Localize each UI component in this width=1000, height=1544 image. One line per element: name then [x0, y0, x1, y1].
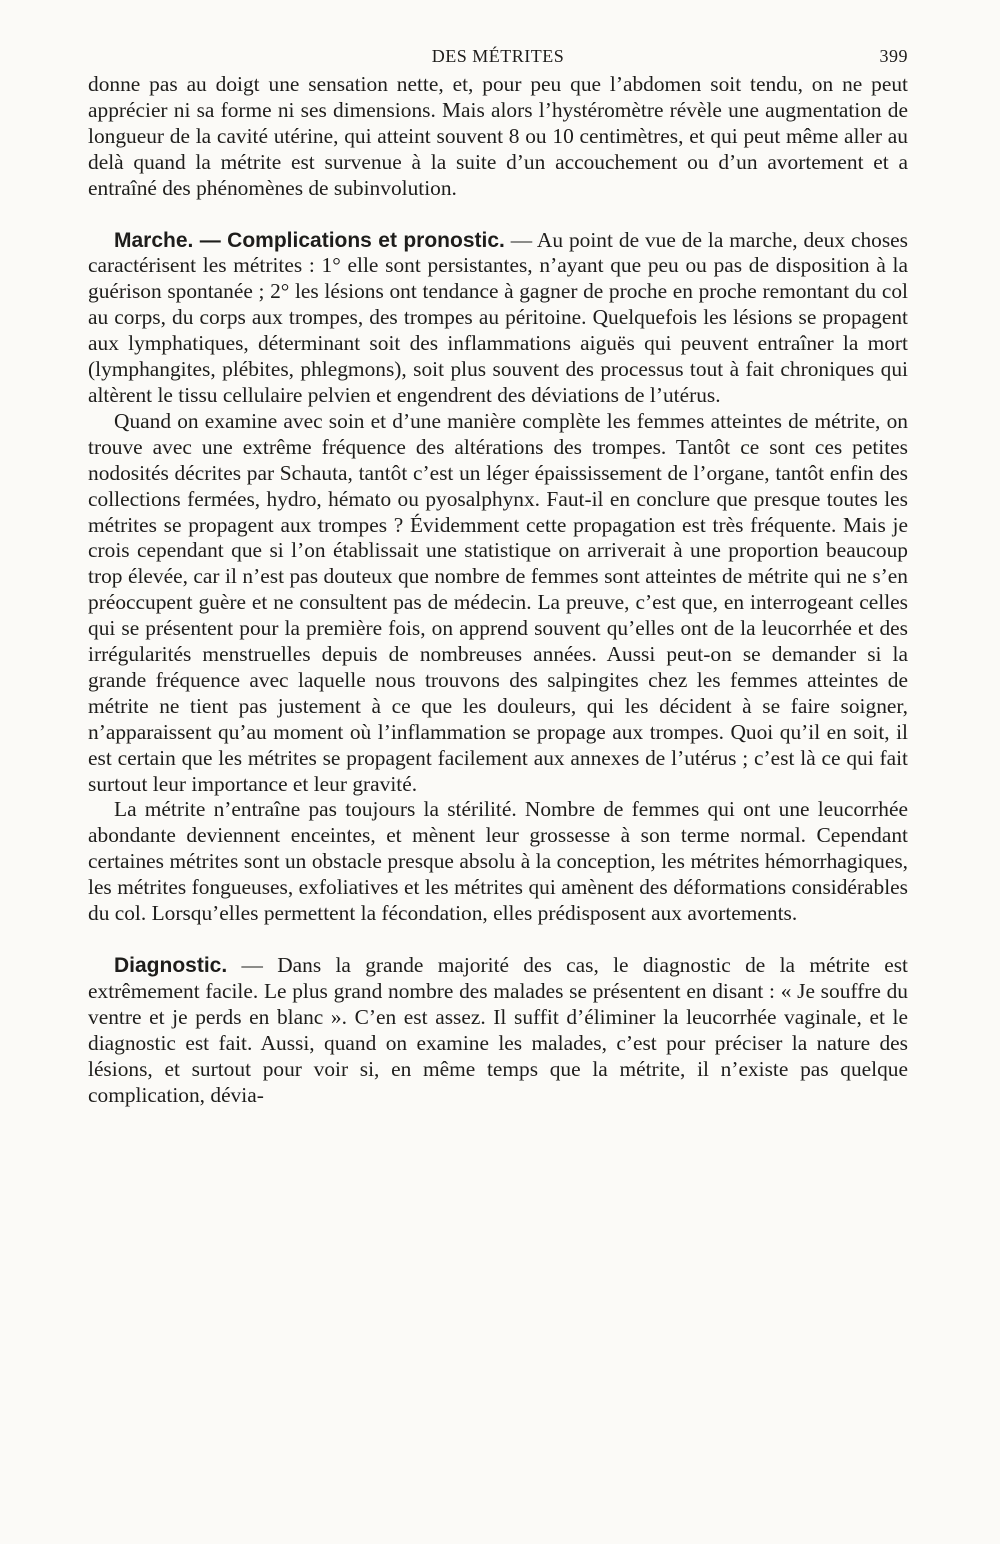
running-title: DES MÉTRITES	[431, 46, 565, 66]
paragraph-continuation: donne pas au doigt une sensation nette, et, pour peu que l’abdomen soit tendu, on ne peut apprécier ni sa forme ni ses dimensions. Mais alors l’hystéromètre révèle une augmentation de longueur de la cavité utérine, qui atteint souvent 8 ou 10 centimètres, et qui peut même aller au delà quand la métrite est survenue à la suite d’un accouchement ou d’un avortement et a entraîné des phénomènes de subinvolution.	[88, 72, 908, 200]
section-heading-marche: Marche. — Complications et pronostic.	[114, 228, 505, 252]
book-page	[88, 46, 908, 1108]
paragraph-marche-text: — Au point de vue de la marche, deux choses caractérisent les métrites : 1° elle sont persistantes, n’ayant que peu ou pas de disposition à la guérison spontanée ; 2° les lésions ont tendance à gagner de proche en proche remontant du col au corps, du corps aux trompes, des trompes au péritoine. Quelquefois les lésions se propagent aux lymphatiques, déterminant soit des inflammations aiguës qui peuvent entraîner la mort (lymphangites, plébites, phlegmons), soit plus souvent des processus tout à fait chroniques qui altèrent le tissu cellulaire pelvien et engendrent des déviations de l’utérus.	[88, 227, 908, 407]
paragraph-marche	[88, 228, 908, 409]
section-spacer	[88, 202, 908, 228]
paragraph-trompes: Quand on examine avec soin et d’une manière complète les femmes atteintes de métrite, on trouve avec une extrême fréquence des altérations des trompes. Tantôt ce sont ces petites nodosités décrites par Schauta, tantôt c’est un léger épaississement de l’organe, tantôt enfin des collections fermées, hydro, hémato ou pyosalphynx. Faut-il en conclure que presque toutes les métrites se propagent aux trompes ? Évidemment cette propagation est très fréquente. Mais je crois cependant que si l’on établissait une statistique on arriverait à une proportion beaucoup trop élevée, car il n’est pas douteux que nombre de femmes sont atteintes de métrite qui ne s’en préoccupent guère et ne consultent pas de médecin. La preuve, c’est que, en interrogeant celles qui se présentent pour la première fois, on apprend souvent qu’elles ont de la leucorrhée et des irrégularités menstruelles depuis de nombreuses années. Aussi peut-on se demander si la grande fréquence avec laquelle nous trouvons des salpingites chez les femmes atteintes de métrite ne tient pas justement à ce que les douleurs, qui les décident à se faire soigner, n’apparaissent qu’au moment où l’inflammation se propage aux trompes. Quoi qu’il en soit, il est certain que les métrites se propagent facilement aux annexes de l’utérus ; c’est là ce qui fait surtout leur importance et leur gravité.	[88, 408, 908, 796]
paragraph-diagnostic	[88, 953, 908, 1108]
page-number: 399	[879, 46, 908, 66]
page-header	[88, 46, 908, 72]
section-heading-diagnostic: Diagnostic.	[114, 954, 228, 977]
paragraph-diagnostic-text: — Dans la grande majorité des cas, le diagnostic de la métrite est extrêmement facile. Le plus grand nombre des malades se présentent en disant : « Je souffre du ventre et je perds en blanc ». C’en est assez. Il suffit d’éliminer la leucorrhée vaginale, et le diagnostic est fait. Aussi, quand on examine les malades, c’est pour préciser la nature des lésions, et surtout pour voir si, en même temps que la métrite, il n’existe pas quelque complication, dévia-	[88, 953, 908, 1107]
section-spacer	[88, 927, 908, 953]
paragraph-sterilite: La métrite n’entraîne pas toujours la stérilité. Nombre de femmes qui ont une leucorrhée abondante deviennent enceintes, et mènent leur grossesse à son terme normal. Cependant certaines métrites sont un obstacle presque absolu à la conception, les métrites hémorrhagiques, les métrites fongueuses, exfoliatives et les métrites qui amènent des déformations considérables du col. Lorsqu’elles permettent la fécondation, elles prédisposent aux avortements.	[88, 797, 908, 926]
